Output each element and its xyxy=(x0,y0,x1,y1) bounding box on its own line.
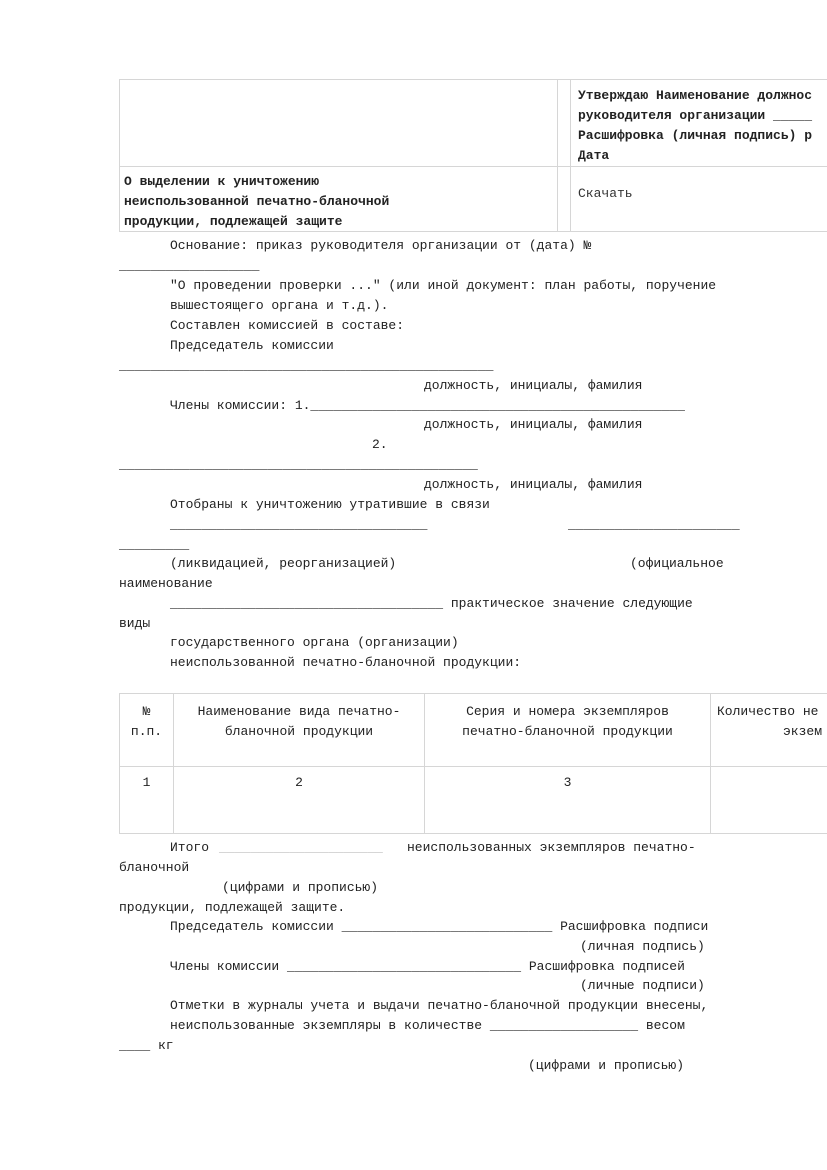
header-series-1: Серия и номера экземпляров xyxy=(466,704,669,719)
header-kind-1: Наименование вида печатно- xyxy=(197,704,401,719)
table-row-cell xyxy=(424,766,711,834)
unused-products-line: неиспользованной печатно-бланочной продукции: xyxy=(170,655,522,670)
inspection-line: "О проведении проверки ..." (или иной документ: план работы, поручение xyxy=(170,278,717,293)
basis-line: Основание: приказ руководителя организации от (дата) № xyxy=(170,238,592,253)
name-caption: наименование xyxy=(119,576,213,591)
quantity-line: неиспользованные экземпляры в количестве ___________________ весом xyxy=(170,1018,685,1033)
table-header-cell xyxy=(710,693,827,767)
header-cell-gap-2 xyxy=(557,166,571,232)
table-header-cell xyxy=(424,693,711,767)
reason-blank: _________________________________ xyxy=(170,517,428,532)
document-title-line-2: неиспользованной печатно-бланочной xyxy=(124,194,390,209)
table-row-cell xyxy=(119,766,174,834)
approve-line-1: Утверждаю Наименование должнос xyxy=(578,88,813,103)
chairman-signature-line: Председатель комиссии ___________________________ Расшифровка подписи xyxy=(170,919,709,934)
kinds-word: виды xyxy=(119,616,151,631)
total-cont: бланочной xyxy=(119,860,190,875)
chairman-signature-caption: (личная подпись) xyxy=(580,939,705,954)
practical-line: ___________________________________ практическое значение следующие xyxy=(170,596,693,611)
inspection-line-cont: вышестоящего органа и т.д.). xyxy=(170,298,389,313)
header-series-2: печатно-бланочной продукции xyxy=(462,724,673,739)
header-number-2: п.п. xyxy=(130,724,163,739)
total-tail: неиспользованных экземпляров печатно- xyxy=(407,840,696,855)
chairman-label: Председатель комиссии xyxy=(170,338,334,353)
blank-line: __________________ xyxy=(119,258,260,273)
members-signature-line: Члены комиссии ______________________________ Расшифровка подписей xyxy=(170,959,685,974)
state-body-caption: государственного органа (организации) xyxy=(170,635,459,650)
total-label: Итого xyxy=(170,840,210,855)
protected-line: продукции, подлежащей защите. xyxy=(119,900,346,915)
members-signature-caption: (личные подписи) xyxy=(580,978,705,993)
short-blank: _________ xyxy=(119,537,190,552)
org-name-blank: ______________________ xyxy=(568,517,740,532)
approve-line-2: руководителя организации _____ xyxy=(578,108,813,123)
reason-caption: (ликвидацией, реорганизацией) xyxy=(170,556,397,571)
header-kind-2: бланочной продукции xyxy=(224,724,374,739)
members-caption-1: должность, инициалы, фамилия xyxy=(424,417,643,432)
download-link[interactable]: Скачать xyxy=(578,186,633,201)
header-count-1: Количество не xyxy=(717,704,819,719)
members-number-2: 2. xyxy=(372,437,388,452)
header-count-2: экзем xyxy=(783,724,823,739)
document-title-line-1: О выделении к уничтожению xyxy=(124,174,320,189)
document-title-line-3: продукции, подлежащей защите xyxy=(124,214,343,229)
table-header-cell xyxy=(119,693,174,767)
official-caption: (официальное xyxy=(630,556,724,571)
row-cell-3: 3 xyxy=(563,775,572,790)
table-row-cell xyxy=(173,766,425,834)
selected-line: Отобраны к уничтожению утратившие в связи xyxy=(170,497,490,512)
approve-line-3: Расшифровка (личная подпись) р xyxy=(578,128,813,143)
header-number-1: № xyxy=(142,704,151,719)
journal-line: Отметки в журналы учета и выдачи печатно-бланочной продукции внесены, xyxy=(170,998,709,1013)
members-caption-2: должность, инициалы, фамилия xyxy=(424,477,643,492)
commission-line: Составлен комиссией в составе: xyxy=(170,318,405,333)
members-line-1: Члены комиссии: 1.________________________________________________ xyxy=(170,398,685,413)
row-cell-2: 2 xyxy=(295,775,303,790)
total-blank: _____________________ xyxy=(219,840,383,855)
header-cell-empty xyxy=(119,79,558,167)
weight-caption: (цифрами и прописью) xyxy=(528,1058,685,1073)
approve-line-4: Дата xyxy=(578,148,610,163)
chairman-blank: ________________________________________________ xyxy=(119,358,494,373)
weight-line: ____ кг xyxy=(119,1038,174,1053)
header-cell-gap xyxy=(557,79,571,167)
table-row-cell xyxy=(710,766,827,834)
table-header-cell xyxy=(173,693,425,767)
members-blank-2: ______________________________________________ xyxy=(119,457,478,472)
chairman-caption: должность, инициалы, фамилия xyxy=(424,378,643,393)
total-caption: (цифрами и прописью) xyxy=(222,880,379,895)
row-cell-1: 1 xyxy=(142,775,151,790)
